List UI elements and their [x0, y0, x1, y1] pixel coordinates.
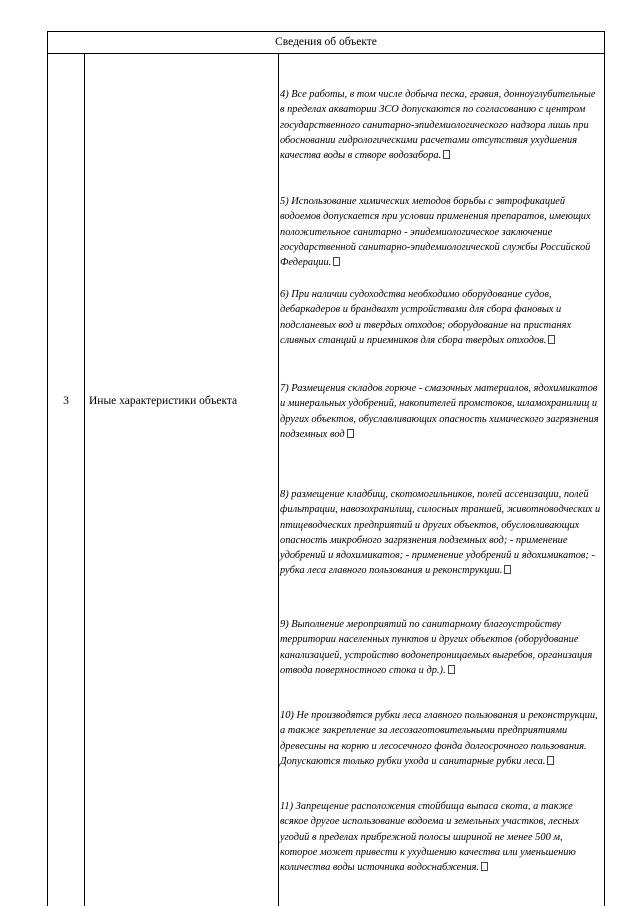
checkbox-glyph-icon [481, 862, 488, 871]
checkbox-glyph-icon [443, 150, 450, 159]
checkbox-glyph-icon [347, 429, 354, 438]
checkbox-glyph-icon [333, 257, 340, 266]
paragraph-11 [280, 799, 602, 875]
paragraph-text: 10) Не производятся рубки леса главного пользования и реконструкции, а также закрепление за лесозаготовительными предприятиями древесины на корню и лесосечного фонда долгосрочного пользования. Допускаются только рубки ухода и санитарные рубки леса. [280, 710, 598, 767]
paragraph-7 [280, 381, 602, 442]
column-divider [84, 54, 85, 906]
paragraph-10 [280, 708, 602, 769]
table-header: Сведения об объекте [48, 32, 604, 54]
checkbox-glyph-icon [548, 335, 555, 344]
checkbox-glyph-icon [504, 565, 511, 574]
row-label: Иные характеристики объекта [89, 395, 238, 407]
row-number: 3 [63, 395, 69, 407]
info-table [47, 31, 605, 906]
paragraph-text: 11) Запрещение расположения стойбища выпаса скота, а также всякое другое использование водоема и земельных участков, лесных угодий в пределах прибрежной полосы шириной не менее 500 м, которое может привести к ухудшению качества или уменьшению количества воды источника водоснабжения. [280, 801, 580, 874]
paragraph-text: 9) Выполнение мероприятий по санитарному благоустройству территории населенных пунктов и других объектов (оборудование канализацией, устройство водонепроницаемых выгребов, организация отвода поверхностного стока и др.). [280, 619, 593, 676]
checkbox-glyph-icon [547, 756, 554, 765]
column-divider [278, 54, 279, 906]
paragraph-text: 7) Размещения складов горюче - смазочных материалов, ядохимикатов и минеральных удобрений, накопителей промстоков, шламохранилищ и других объектов, обуславливающих опасность химического загрязнения подземных вод [280, 383, 599, 440]
paragraph-5 [280, 194, 602, 270]
checkbox-glyph-icon [448, 665, 455, 674]
paragraph-4 [280, 87, 602, 163]
paragraph-9 [280, 617, 602, 678]
paragraph-text: 4) Все работы, в том числе добыча песка, гравия, донноуглубительные в пределах акватории ЗСО допускаются по согласованию с центром государственного санитарно-эпидемиологического надзора лишь при обосновании гидрологическими расчетами отсутствия ухудшения качества воды в створе водозабора. [280, 89, 596, 162]
paragraph-8 [280, 487, 602, 579]
paragraph-6 [280, 287, 602, 348]
paragraph-text: 6) При наличии судоходства необходимо оборудование судов, дебаркадеров и брандвахт устройствами для сбора фановых и подсланевых вод и твердых отходов; оборудование на пристанях сливных станций и приемников для сбора твердых отходов. [280, 289, 572, 346]
paragraph-text: 8) размещение кладбищ, скотомогильников, полей ассенизации, полей фильтрации, навозохранилищ, силосных траншей, животноводческих и птицеводческих предприятий и других объектов, обусловливающих опасность микробного загрязнения подземных вод; - применение удобрений и ядохимикатов; - применение удобрений и ядохимикатов; - рубка леса главного пользования и реконструкции. [280, 489, 601, 577]
paragraph-text: 5) Использование химических методов борьбы с эвтрофикацией водоемов допускается при условии применения препаратов, имеющих положительное санитарно - эпидемиологическое заключение государственной санитарно-эпидемиологической службы Российской Федерации. [280, 196, 591, 269]
